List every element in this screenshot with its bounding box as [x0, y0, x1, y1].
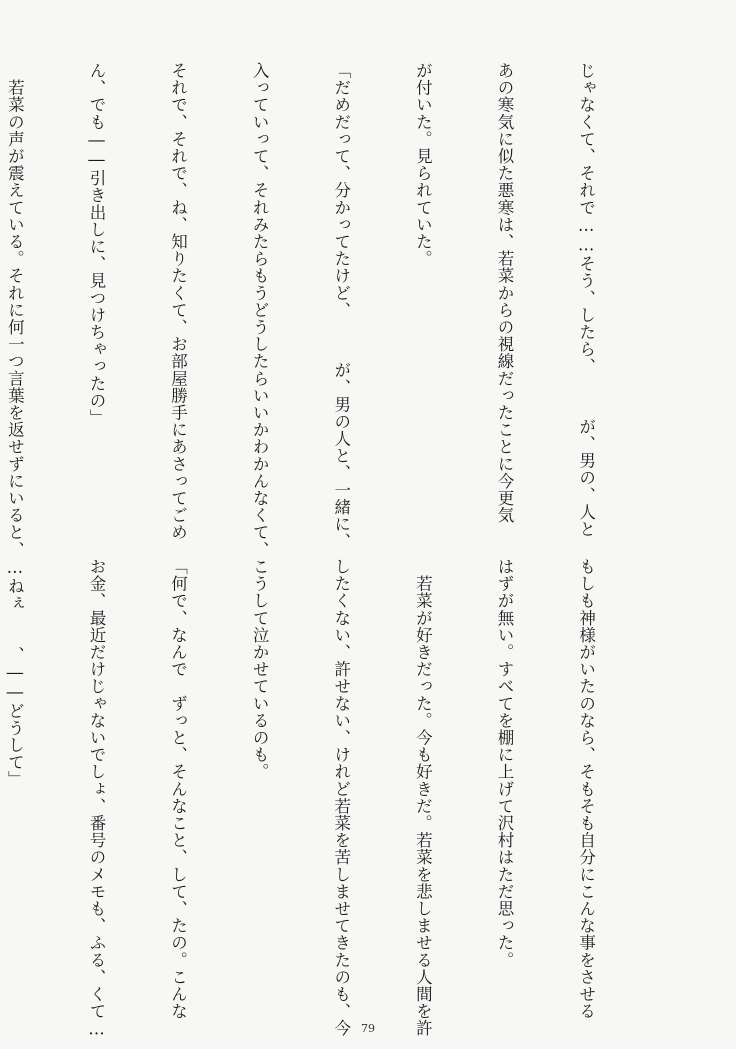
text-line: もしも神様がいたのなら、そもそも自分にこんな事をさせる [576, 558, 596, 1020]
text-line: …ねぇ 、――どうして」 [5, 558, 25, 788]
text-line: ん、でも――引き出しに、見つけちゃったの」 [86, 62, 106, 427]
text-line: あの寒気に似た悪寒は、若菜からの視線だったことに今更気 [494, 62, 514, 524]
text-line: こうして泣かせているのも。 [250, 558, 270, 781]
text-block-top [0, 62, 654, 558]
text-line: じゃなくて、それで……そう、したら、 が、男の、人と [576, 62, 596, 538]
text-line: が付いた。見られていた。 [413, 62, 433, 268]
page-number: 79 [361, 1022, 375, 1035]
text-line: はずが無い。すべてを棚に上げて沢村はただ思った。 [494, 558, 514, 969]
text-line: したくない、許せない、けれど若菜を苦しませてきたのも、今 [331, 558, 351, 1037]
text-line: 若菜の声が震えている。それに何一つ言葉を返せずにいると、 [5, 62, 25, 558]
text-line: 入っていって、それみたらもうどうしたらいいかわかんなくて、 [250, 62, 270, 558]
text-line: お金、最近だけじゃないでしょ、番号のメモも、ふる、くて… [86, 558, 106, 1040]
text-line: 若菜が好きだった。今も好きだ。若菜を悲しませる人間を許 [413, 558, 433, 1037]
text-line: 「だめだって、分かってたけど、 が、男の人と、一緒に、 [331, 62, 351, 550]
text-line: 「何で、なんで ずっと、そんなこと、して、たの。こんな [168, 558, 188, 1020]
text-line: それで、それで、ね、知りたくて、お部屋勝手にあさってごめ [168, 62, 188, 541]
